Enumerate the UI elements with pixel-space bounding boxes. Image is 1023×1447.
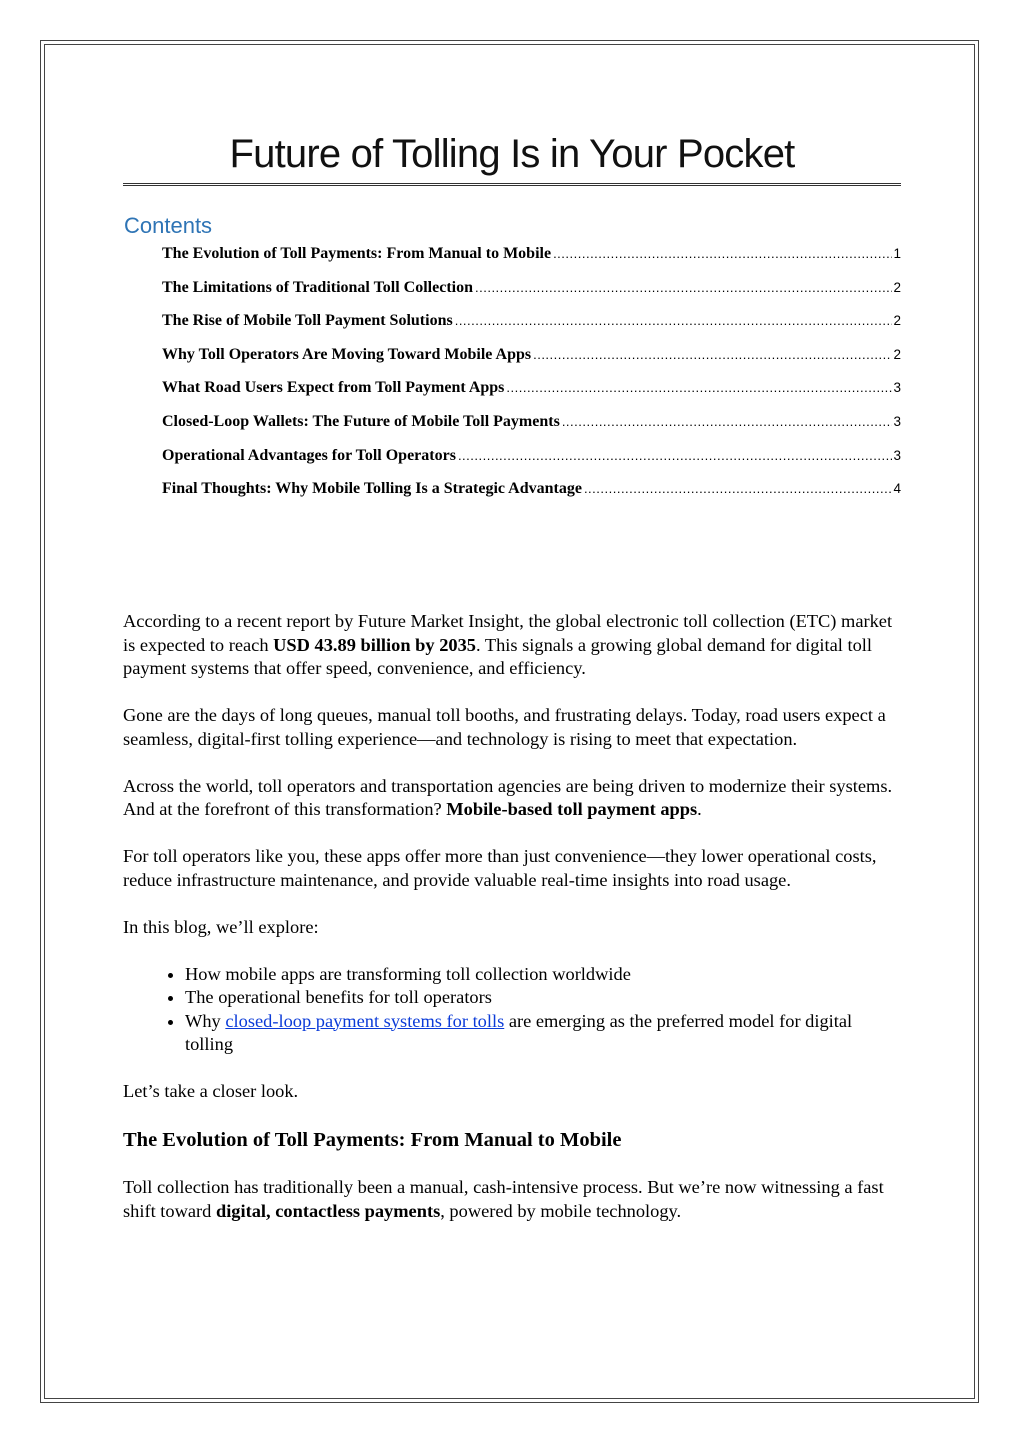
toc-dot-leader <box>562 412 893 432</box>
paragraph-closer-look: Let’s take a closer look. <box>123 1081 299 1101</box>
toc-entry[interactable] <box>162 446 901 480</box>
closed-loop-payment-link[interactable]: closed-loop payment systems for tolls <box>225 1010 505 1031</box>
toc-entry[interactable] <box>162 311 901 345</box>
toc-dot-leader <box>455 311 893 331</box>
section-heading: The Evolution of Toll Payments: From Manual to Mobile <box>123 1129 622 1151</box>
toc-page-number: 1 <box>893 246 901 261</box>
toc-dot-leader <box>533 345 892 365</box>
paragraph-text: . <box>697 799 702 819</box>
toc-page-number: 2 <box>893 313 901 329</box>
toc-page-number: 2 <box>893 346 901 362</box>
toc-entry-label: The Limitations of Traditional Toll Collection <box>162 278 473 296</box>
toc-entry[interactable] <box>162 412 901 446</box>
document-header <box>123 128 901 513</box>
toc-entry[interactable] <box>162 345 901 379</box>
toc-entry[interactable] <box>162 244 901 278</box>
list-item: • How mobile apps are transforming toll collection worldwide <box>185 963 903 987</box>
toc-page-number: 3 <box>893 447 901 463</box>
paragraph-text: Across the world, toll operators and transportation agencies are being driven to modernize their systems. And at the forefront of this transformation? <box>123 775 893 819</box>
toc-entry[interactable] <box>162 479 901 513</box>
table-of-contents <box>123 244 901 513</box>
paragraph-text: According to a recent report by Future Market Insight, the global electronic toll collection (ETC) market is expected to reach <box>123 611 893 655</box>
toc-entry-label: The Evolution of Toll Payments: From Manual to Mobile <box>162 245 552 262</box>
toc-dot-leader <box>553 244 892 264</box>
paragraph-market-report <box>123 610 903 681</box>
document-body <box>123 610 903 1247</box>
list-item: • The operational benefits for toll operators <box>185 986 903 1010</box>
toc-page-number: 3 <box>893 413 901 429</box>
bullet-list <box>123 963 903 1057</box>
paragraph-evolution <box>123 1176 903 1223</box>
paragraph-explore: In this blog, we’ll explore: <box>123 916 319 937</box>
toc-dot-leader <box>458 446 893 466</box>
toc-page-number: 2 <box>893 279 901 295</box>
paragraph-text: Toll collection has traditionally been a manual, cash-intensive process. But we’re now witnessing a fast shift toward <box>123 1177 884 1221</box>
list-item-text: Why <box>185 1010 226 1031</box>
paragraph-benefits: For toll operators like you, these apps offer more than just convenience—they lower operational costs, reduce infrastructure maintenance, and provide valuable real-time insights into road usage. <box>123 846 877 890</box>
toc-entry-label: Closed-Loop Wallets: The Future of Mobile Toll Payments <box>162 412 560 430</box>
toc-dot-leader <box>475 278 892 298</box>
toc-entry-label: The Rise of Mobile Toll Payment Solutions <box>162 312 453 330</box>
list-item-text: are emerging as the preferred model for digital tolling <box>185 1010 853 1054</box>
toc-page-number: 3 <box>893 380 901 396</box>
document-title: Future of Tolling Is in Your Pocket <box>229 132 795 176</box>
paragraph-text: , powered by mobile technology. <box>440 1200 682 1221</box>
toc-entry[interactable] <box>162 378 901 412</box>
bold-text: digital, contactless payments <box>215 1200 441 1221</box>
toc-heading: Contents <box>124 213 213 238</box>
bold-text: Mobile-based toll payment apps <box>446 799 698 819</box>
paragraph-text: . This signals a growing global demand for digital toll payment systems that offer speed, convenience, and efficiency. <box>123 634 873 678</box>
toc-entry[interactable] <box>162 278 901 312</box>
toc-entry-label: Why Toll Operators Are Moving Toward Mobile Apps <box>162 345 532 363</box>
paragraph-modernize <box>123 775 903 822</box>
toc-dot-leader <box>584 479 893 499</box>
toc-entry-label: Operational Advantages for Toll Operators <box>162 446 456 464</box>
list-item <box>185 1010 903 1057</box>
toc-entry-label: What Road Users Expect from Toll Payment Apps <box>162 379 505 397</box>
toc-page-number: 4 <box>893 481 901 497</box>
title-divider <box>123 183 901 186</box>
toc-entry-label: Final Thoughts: Why Mobile Tolling Is a Strategic Advantage <box>162 480 582 498</box>
toc-dot-leader <box>506 378 892 398</box>
paragraph-intro: Gone are the days of long queues, manual toll booths, and frustrating delays. Today, road users expect a seamless, digital-first tolling experience—and technology is rising to meet that expectation. <box>123 705 886 749</box>
bold-text: USD 43.89 billion by 2035 <box>273 634 476 655</box>
